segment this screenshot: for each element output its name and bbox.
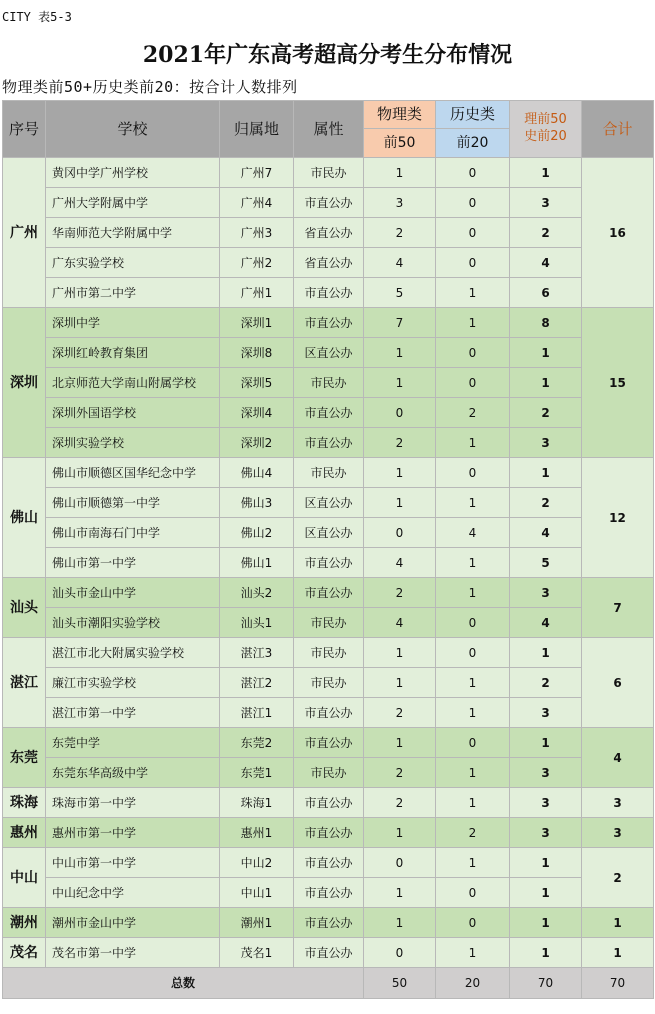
school-attribute: 市直公办 bbox=[294, 188, 364, 218]
history-count: 1 bbox=[436, 488, 510, 518]
history-count: 0 bbox=[436, 458, 510, 488]
school-attribute: 市直公办 bbox=[294, 578, 364, 608]
school-name: 湛江市北大附属实验学校 bbox=[46, 638, 220, 668]
combined-count: 3 bbox=[510, 428, 582, 458]
school-name: 茂名市第一中学 bbox=[46, 938, 220, 968]
history-count: 1 bbox=[436, 278, 510, 308]
school-name: 佛山市南海石门中学 bbox=[46, 518, 220, 548]
table-row bbox=[3, 728, 654, 758]
header-seq: 序号 bbox=[3, 101, 46, 158]
region-code: 佛山2 bbox=[220, 518, 294, 548]
school-name: 东莞东华高级中学 bbox=[46, 758, 220, 788]
region-code: 佛山3 bbox=[220, 488, 294, 518]
school-attribute: 区直公办 bbox=[294, 518, 364, 548]
header-attr: 属性 bbox=[294, 101, 364, 158]
school-attribute: 市直公办 bbox=[294, 548, 364, 578]
physics-count: 4 bbox=[364, 248, 436, 278]
table-row bbox=[3, 848, 654, 878]
school-name: 深圳外国语学校 bbox=[46, 398, 220, 428]
table-row bbox=[3, 308, 654, 338]
city-total: 1 bbox=[582, 938, 654, 968]
combined-count: 4 bbox=[510, 248, 582, 278]
header-combined bbox=[510, 101, 582, 158]
table-row bbox=[3, 368, 654, 398]
city-total: 16 bbox=[582, 158, 654, 308]
physics-count: 1 bbox=[364, 368, 436, 398]
physics-count: 2 bbox=[364, 758, 436, 788]
table-body bbox=[3, 158, 654, 968]
page-title: 2021年广东高考超高分考生分布情况 bbox=[142, 42, 513, 68]
region-code: 湛江2 bbox=[220, 668, 294, 698]
history-count: 1 bbox=[436, 428, 510, 458]
physics-count: 7 bbox=[364, 308, 436, 338]
region-code: 深圳1 bbox=[220, 308, 294, 338]
school-name: 华南师范大学附属中学 bbox=[46, 218, 220, 248]
region-code: 惠州1 bbox=[220, 818, 294, 848]
school-name: 深圳实验学校 bbox=[46, 428, 220, 458]
history-count: 2 bbox=[436, 398, 510, 428]
city-cell: 汕头 bbox=[3, 578, 46, 638]
city-total: 6 bbox=[582, 638, 654, 728]
table-row bbox=[3, 218, 654, 248]
header-combined-line2: 史前20 bbox=[524, 129, 567, 144]
physics-count: 2 bbox=[364, 428, 436, 458]
summary-physics: 50 bbox=[364, 968, 436, 999]
city-total: 3 bbox=[582, 788, 654, 818]
city-total: 12 bbox=[582, 458, 654, 578]
city-cell: 深圳 bbox=[3, 308, 46, 458]
combined-count: 3 bbox=[510, 188, 582, 218]
header-school: 学校 bbox=[46, 101, 220, 158]
school-name: 潮州市金山中学 bbox=[46, 908, 220, 938]
header-history-sub: 前20 bbox=[436, 129, 510, 158]
header-physics: 物理类 bbox=[364, 101, 436, 129]
region-code: 湛江1 bbox=[220, 698, 294, 728]
combined-count: 3 bbox=[510, 758, 582, 788]
history-count: 0 bbox=[436, 908, 510, 938]
physics-count: 0 bbox=[364, 938, 436, 968]
region-code: 茂名1 bbox=[220, 938, 294, 968]
physics-count: 1 bbox=[364, 668, 436, 698]
region-code: 东莞2 bbox=[220, 728, 294, 758]
school-name: 深圳红岭教育集团 bbox=[46, 338, 220, 368]
region-code: 深圳4 bbox=[220, 398, 294, 428]
history-count: 0 bbox=[436, 368, 510, 398]
table-row bbox=[3, 428, 654, 458]
summary-row bbox=[3, 968, 654, 999]
city-total: 4 bbox=[582, 728, 654, 788]
region-code: 珠海1 bbox=[220, 788, 294, 818]
header-region: 归属地 bbox=[220, 101, 294, 158]
physics-count: 1 bbox=[364, 728, 436, 758]
physics-count: 1 bbox=[364, 638, 436, 668]
physics-count: 1 bbox=[364, 458, 436, 488]
city-total: 15 bbox=[582, 308, 654, 458]
school-attribute: 市直公办 bbox=[294, 818, 364, 848]
combined-count: 1 bbox=[510, 938, 582, 968]
history-count: 0 bbox=[436, 338, 510, 368]
physics-count: 0 bbox=[364, 518, 436, 548]
combined-count: 1 bbox=[510, 638, 582, 668]
school-attribute: 市民办 bbox=[294, 758, 364, 788]
school-name: 惠州市第一中学 bbox=[46, 818, 220, 848]
region-code: 广州7 bbox=[220, 158, 294, 188]
physics-count: 2 bbox=[364, 698, 436, 728]
table-row bbox=[3, 938, 654, 968]
table-row bbox=[3, 248, 654, 278]
region-code: 广州2 bbox=[220, 248, 294, 278]
region-code: 深圳8 bbox=[220, 338, 294, 368]
school-attribute: 市民办 bbox=[294, 608, 364, 638]
history-count: 0 bbox=[436, 218, 510, 248]
school-name: 中山市第一中学 bbox=[46, 848, 220, 878]
physics-count: 5 bbox=[364, 278, 436, 308]
school-name: 珠海市第一中学 bbox=[46, 788, 220, 818]
region-code: 深圳5 bbox=[220, 368, 294, 398]
region-code: 潮州1 bbox=[220, 908, 294, 938]
physics-count: 0 bbox=[364, 398, 436, 428]
region-code: 广州3 bbox=[220, 218, 294, 248]
physics-count: 4 bbox=[364, 608, 436, 638]
table-row bbox=[3, 758, 654, 788]
combined-count: 1 bbox=[510, 458, 582, 488]
history-count: 0 bbox=[436, 248, 510, 278]
header-total: 合计 bbox=[582, 101, 654, 158]
school-attribute: 市直公办 bbox=[294, 908, 364, 938]
school-attribute: 市直公办 bbox=[294, 398, 364, 428]
region-code: 汕头2 bbox=[220, 578, 294, 608]
summary-combined: 70 bbox=[510, 968, 582, 999]
table-row bbox=[3, 638, 654, 668]
school-attribute: 区直公办 bbox=[294, 488, 364, 518]
combined-count: 3 bbox=[510, 818, 582, 848]
physics-count: 0 bbox=[364, 848, 436, 878]
school-name: 广州市第二中学 bbox=[46, 278, 220, 308]
summary-label: 总数 bbox=[3, 968, 364, 999]
school-name: 广东实验学校 bbox=[46, 248, 220, 278]
history-count: 1 bbox=[436, 308, 510, 338]
city-total: 1 bbox=[582, 908, 654, 938]
physics-count: 2 bbox=[364, 788, 436, 818]
table-row bbox=[3, 518, 654, 548]
school-attribute: 市直公办 bbox=[294, 878, 364, 908]
school-attribute: 市直公办 bbox=[294, 308, 364, 338]
physics-count: 3 bbox=[364, 188, 436, 218]
city-cell: 珠海 bbox=[3, 788, 46, 818]
history-count: 1 bbox=[436, 848, 510, 878]
region-code: 深圳2 bbox=[220, 428, 294, 458]
school-name: 湛江市第一中学 bbox=[46, 698, 220, 728]
physics-count: 1 bbox=[364, 818, 436, 848]
combined-count: 6 bbox=[510, 278, 582, 308]
table-row bbox=[3, 278, 654, 308]
table-row bbox=[3, 788, 654, 818]
combined-count: 1 bbox=[510, 158, 582, 188]
combined-count: 1 bbox=[510, 338, 582, 368]
school-name: 深圳中学 bbox=[46, 308, 220, 338]
school-attribute: 市民办 bbox=[294, 638, 364, 668]
school-name: 汕头市潮阳实验学校 bbox=[46, 608, 220, 638]
combined-count: 4 bbox=[510, 518, 582, 548]
combined-count: 3 bbox=[510, 578, 582, 608]
school-attribute: 省直公办 bbox=[294, 248, 364, 278]
city-cell: 惠州 bbox=[3, 818, 46, 848]
table-row bbox=[3, 458, 654, 488]
school-attribute: 市直公办 bbox=[294, 428, 364, 458]
combined-count: 3 bbox=[510, 788, 582, 818]
history-count: 0 bbox=[436, 158, 510, 188]
document-label: CITY 表5-3 bbox=[2, 10, 72, 24]
school-attribute: 市直公办 bbox=[294, 698, 364, 728]
region-code: 广州4 bbox=[220, 188, 294, 218]
combined-count: 2 bbox=[510, 398, 582, 428]
physics-count: 1 bbox=[364, 908, 436, 938]
school-attribute: 市直公办 bbox=[294, 728, 364, 758]
table-row bbox=[3, 398, 654, 428]
region-code: 中山2 bbox=[220, 848, 294, 878]
history-count: 1 bbox=[436, 578, 510, 608]
school-name: 佛山市顺德第一中学 bbox=[46, 488, 220, 518]
school-attribute: 市直公办 bbox=[294, 938, 364, 968]
school-attribute: 市直公办 bbox=[294, 788, 364, 818]
summary-history: 20 bbox=[436, 968, 510, 999]
city-cell: 东莞 bbox=[3, 728, 46, 788]
school-attribute: 市民办 bbox=[294, 158, 364, 188]
header-combined-line1: 理前50 bbox=[524, 112, 567, 128]
school-name: 中山纪念中学 bbox=[46, 878, 220, 908]
combined-count: 1 bbox=[510, 848, 582, 878]
school-attribute: 市民办 bbox=[294, 458, 364, 488]
region-code: 东莞1 bbox=[220, 758, 294, 788]
page-subtitle: 物理类前50+历史类前20：按合计人数排列 bbox=[2, 78, 298, 96]
physics-count: 1 bbox=[364, 878, 436, 908]
school-name: 东莞中学 bbox=[46, 728, 220, 758]
school-attribute: 市直公办 bbox=[294, 848, 364, 878]
table-row bbox=[3, 908, 654, 938]
combined-count: 1 bbox=[510, 368, 582, 398]
city-total: 3 bbox=[582, 818, 654, 848]
region-code: 汕头1 bbox=[220, 608, 294, 638]
history-count: 1 bbox=[436, 548, 510, 578]
school-name: 北京师范大学南山附属学校 bbox=[46, 368, 220, 398]
table-row bbox=[3, 578, 654, 608]
combined-count: 1 bbox=[510, 728, 582, 758]
combined-count: 1 bbox=[510, 908, 582, 938]
table-row bbox=[3, 338, 654, 368]
physics-count: 1 bbox=[364, 338, 436, 368]
region-code: 中山1 bbox=[220, 878, 294, 908]
history-count: 1 bbox=[436, 668, 510, 698]
history-count: 2 bbox=[436, 818, 510, 848]
summary-total: 70 bbox=[582, 968, 654, 999]
school-attribute: 省直公办 bbox=[294, 218, 364, 248]
combined-count: 5 bbox=[510, 548, 582, 578]
table-row bbox=[3, 668, 654, 698]
physics-count: 2 bbox=[364, 578, 436, 608]
history-count: 1 bbox=[436, 938, 510, 968]
physics-count: 1 bbox=[364, 158, 436, 188]
school-name: 佛山市顺德区国华纪念中学 bbox=[46, 458, 220, 488]
combined-count: 3 bbox=[510, 698, 582, 728]
city-cell: 潮州 bbox=[3, 908, 46, 938]
region-code: 广州1 bbox=[220, 278, 294, 308]
table-row bbox=[3, 818, 654, 848]
table-row bbox=[3, 608, 654, 638]
table-row bbox=[3, 878, 654, 908]
table-row bbox=[3, 698, 654, 728]
history-count: 0 bbox=[436, 638, 510, 668]
city-total: 2 bbox=[582, 848, 654, 908]
history-count: 1 bbox=[436, 758, 510, 788]
school-attribute: 区直公办 bbox=[294, 338, 364, 368]
history-count: 1 bbox=[436, 698, 510, 728]
combined-count: 2 bbox=[510, 218, 582, 248]
school-attribute: 市直公办 bbox=[294, 278, 364, 308]
school-name: 汕头市金山中学 bbox=[46, 578, 220, 608]
combined-count: 1 bbox=[510, 878, 582, 908]
combined-count: 2 bbox=[510, 488, 582, 518]
physics-count: 2 bbox=[364, 218, 436, 248]
history-count: 0 bbox=[436, 188, 510, 218]
region-code: 湛江3 bbox=[220, 638, 294, 668]
region-code: 佛山1 bbox=[220, 548, 294, 578]
school-name: 佛山市第一中学 bbox=[46, 548, 220, 578]
school-attribute: 市民办 bbox=[294, 668, 364, 698]
history-count: 0 bbox=[436, 878, 510, 908]
combined-count: 8 bbox=[510, 308, 582, 338]
physics-count: 1 bbox=[364, 488, 436, 518]
history-count: 0 bbox=[436, 608, 510, 638]
combined-count: 4 bbox=[510, 608, 582, 638]
school-name: 廉江市实验学校 bbox=[46, 668, 220, 698]
city-total: 7 bbox=[582, 578, 654, 638]
city-cell: 佛山 bbox=[3, 458, 46, 578]
combined-count: 2 bbox=[510, 668, 582, 698]
physics-count: 4 bbox=[364, 548, 436, 578]
school-name: 黄冈中学广州学校 bbox=[46, 158, 220, 188]
ranking-table bbox=[2, 100, 654, 999]
table-row bbox=[3, 488, 654, 518]
school-attribute: 市民办 bbox=[294, 368, 364, 398]
table-row bbox=[3, 158, 654, 188]
city-cell: 广州 bbox=[3, 158, 46, 308]
city-cell: 茂名 bbox=[3, 938, 46, 968]
history-count: 0 bbox=[436, 728, 510, 758]
table-row bbox=[3, 548, 654, 578]
city-cell: 中山 bbox=[3, 848, 46, 908]
table-row bbox=[3, 188, 654, 218]
header-history: 历史类 bbox=[436, 101, 510, 129]
history-count: 4 bbox=[436, 518, 510, 548]
header-physics-sub: 前50 bbox=[364, 129, 436, 158]
school-name: 广州大学附属中学 bbox=[46, 188, 220, 218]
history-count: 1 bbox=[436, 788, 510, 818]
region-code: 佛山4 bbox=[220, 458, 294, 488]
city-cell: 湛江 bbox=[3, 638, 46, 728]
